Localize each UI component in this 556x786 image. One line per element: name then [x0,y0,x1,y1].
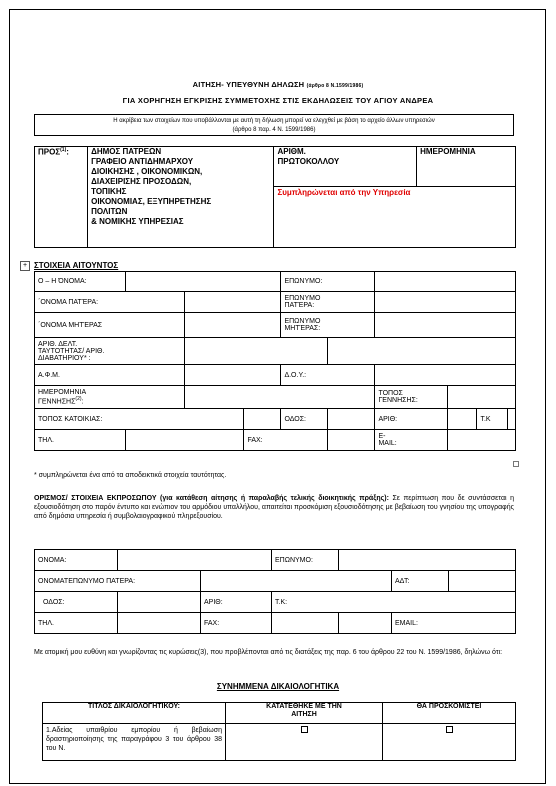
date-label: ΗΜΕΡΟΜΗΝΙΑ [417,147,516,187]
accuracy-note: Η ακρίβεια των στοιχείων που υποβάλλονται με αυτή τη δήλωση μπορεί να ελεγχθεί με βάση το αρχείο άλλων υπηρεσιών (άρθρο 8 παρ. 4 Ν. 1599/1986) [34,114,514,136]
name-field[interactable] [126,272,281,292]
recipient-name: ΔΗΜΟΣ ΠΑΤΡΕΩΝ ΓΡΑΦΕΙΟ ΑΝΤΙΔΗΜΑΡΧΟΥ ΔΙΟΙΚΗΣΗΣ , ΟΙΚΟΝΟΜΙΚΩΝ, ΔΙΑΧΕΙΡΙΣΗΣ ΠΡΟΣΟΔΩΝ, ΤΟΠΙΚΗΣ ΟΙΚΟΝΟΜΙΑΣ, ΕΞΥΠΗΡΕΤΗΣΗΣ ΠΟΛΙΤΩΝ & ΝΟΜΙΚΗΣ ΥΠΗΡΕΣΙΑΣ [88,147,274,248]
residence-field[interactable] [244,409,281,430]
birth-place-label: ΤΟΠΟΣ ΓΕΝΝΗΣΗΣ: [375,386,448,409]
mother-surname-label: ΕΠΩΝΥΜΟ ΜΗΤΈΡΑΣ: [281,313,375,338]
form-subtitle: ΓΙΑ ΧΟΡΗΓΗΣΗ ΕΓΚΡΙΣΗΣ ΣΥΜΜΕΤΟΧΗΣ ΣΤΙΣ ΕΚΔΗΛΩΣΕΙΣ ΤΟΥ ΑΓΙΟΥ ΑΝΔΡΕΑ [122,96,434,105]
rep-email-cell[interactable]: EMAIL: [392,613,516,634]
representative-table [34,549,516,634]
docs-col-submitted: ΚΑΤΑΤΕΘΗΚΕ ΜΕ ΤΗΝ ΑΙΤΗΣΗ [226,703,383,724]
father-name-field[interactable] [185,292,281,313]
service-note: Συμπληρώνεται από την Υπηρεσία [274,186,516,247]
email-field[interactable] [448,430,516,451]
street-field[interactable] [328,409,375,430]
docs-col-later: ΘΑ ΠΡΟΣΚΟΜΙΣΤΕΙ [383,703,516,724]
father-surname-label: ΕΠΩΝΥΜΟ ΠΑΤΈΡΑ: [281,292,375,313]
rep-adt-label: ΑΔΤ: [392,571,449,592]
mother-name-label: ΄ΟΝΟΜΑ ΜΗΤΈΡΑΣ [35,313,185,338]
father-name-label: ΄ΟΝΟΜΑ ΠΑΤΈΡΑ: [35,292,185,313]
birth-date-field[interactable] [185,386,375,409]
fax-label: FAX: [244,430,328,451]
recipient-table [34,146,516,248]
docs-heading: ΣΥΝΗΜΜΕΝΑ ΔΙΚΑΙΟΛΟΓΗΤΙΚΑ [216,682,340,691]
pros-label: ΠΡΟΣ$^{(1)}$: [35,147,88,248]
footnote: * συμπληρώνεται ένα από τα αποδεικτικά στοιχεία ταυτότητας. [34,472,227,479]
number-field[interactable] [448,409,477,430]
declaration-text: Με ατομική μου ευθύνη και γνωρίζοντας τις κυρώσεις(3), που προβλέπονται από τις διατάξεις της παρ. 6 του άρθρου 22 του Ν. 1599/1986, δηλώνω ότι: [34,649,503,656]
rep-father-label: ΟΝΟΜΑΤΕΠΩΝΥΜΟ ΠΑΤΕΡΑ: [35,571,201,592]
father-surname-field[interactable] [375,292,516,313]
applicant-section-title: ΣΤΟΙΧΕΙΑ ΑΙΤΟΥΝΤΟΣ [34,261,119,270]
rep-street-field[interactable] [118,592,201,613]
afm-field[interactable] [185,365,281,386]
afm-label: Α.Φ.Μ. [35,365,185,386]
checkbox-icon[interactable] [301,726,308,733]
table-resize-handle[interactable] [513,461,519,467]
rep-postcode-cell[interactable]: Τ.Κ: [272,592,516,613]
number-label: ΑΡΙΘ: [375,409,448,430]
birth-place-field[interactable] [448,386,516,409]
street-label: ΟΔΟΣ: [281,409,328,430]
rep-father-field[interactable] [201,571,392,592]
postcode-label: Τ.Κ [477,409,508,430]
rep-adt-field[interactable] [449,571,516,592]
rep-surname-field[interactable] [339,550,516,571]
rep-fax-label: FAX: [201,613,272,634]
rep-phone-field[interactable] [118,613,201,634]
name-label: Ο – Η ΌΝΟΜΑ: [35,272,126,292]
table-move-icon[interactable]: + [20,261,30,271]
doy-field[interactable] [375,365,516,386]
id-number-label: ΑΡΙΘ. ΔΕΛΤ. ΤΑΥΤΟΤΗΤΑΣ/ ΑΡΙΘ. ΔΙΑΒΑΤΗΡΙΟΥ* : [35,338,185,365]
protocol-number-label: ΑΡΙΘΜ. ΠΡΩΤΟΚΟΛΛΟΥ [274,147,417,187]
rep-name-field[interactable] [118,550,272,571]
docs-table [42,702,516,761]
rep-name-label: ΟΝΟΜΑ: [35,550,118,571]
rep-fax-field[interactable] [272,613,339,634]
residence-label: ΤΟΠΟΣ ΚΑΤΟΙΚΙΑΣ: [35,409,244,430]
applicant-table [34,271,516,451]
email-label: Ε- MAIL: [375,430,448,451]
phone-field[interactable] [126,430,244,451]
docs-row-title: 1.Αδείας υπαιθρίου εμπορίου ή βεβαίωση δραστηριοποίησης της παραγράφου 3 του άρθρου 38 του Ν. [43,724,226,761]
id-extra-field[interactable] [328,338,516,365]
surname-label: ΕΠΩΝΥΜΟ: [281,272,375,292]
doy-label: Δ.Ο.Υ.: [281,365,375,386]
rep-street-label: ΟΔΟΣ: [35,592,118,613]
postcode-field[interactable] [508,409,516,430]
rep-surname-label: ΕΠΩΝΥΜΟ: [272,550,339,571]
rep-phone-label: ΤΗΛ. [35,613,118,634]
id-number-field[interactable] [185,338,328,365]
docs-row-later-checkbox[interactable] [383,724,516,761]
fax-field[interactable] [328,430,375,451]
surname-field[interactable] [375,272,516,292]
mother-surname-field[interactable] [375,313,516,338]
rep-number-label: ΑΡΙΘ: [201,592,272,613]
representative-intro: ΟΡΙΣΜΟΣ/ ΣΤΟΙΧΕΙΑ ΕΚΠΡΟΣΩΠΟΥ (για κατάθεση αίτησης ή παραλαβής τελικής διοικητικής πράξης): Σε περίπτωση που δε συντάσσεται η εξουσιοδότηση στο παρόν έντυπο και ενώπιον του αρμόδιου υπαλλήλου, απαιτείται προσκόμιση εξουσιοδότησης με βεβαίωση του γνησίου της υπογραφής από δημόσια υπηρεσία ή συμβολαιογραφικού πληρεξουσίου. [34,495,514,520]
phone-label: ΤΗΛ. [35,430,126,451]
docs-col-title: ΤΙΤΛΟΣ ΔΙΚΑΙΟΛΟΓΗΤΙΚΟΥ: [43,703,226,724]
rep-fax-extra[interactable] [339,613,392,634]
mother-name-field[interactable] [185,313,281,338]
form-title: ΑΙΤΗΣΗ- ΥΠΕΥΘΥΝΗ ΔΗΛΩΣΗ (άρθρο 8 Ν.1599/1986) [192,80,364,89]
checkbox-icon[interactable] [446,726,453,733]
docs-row-submitted-checkbox[interactable] [226,724,383,761]
birth-date-label: ΗΜΕΡΟΜΗΝΙΑ ΓΕΝΝΗΣΗΣ$^{(2)}$: [35,386,185,409]
